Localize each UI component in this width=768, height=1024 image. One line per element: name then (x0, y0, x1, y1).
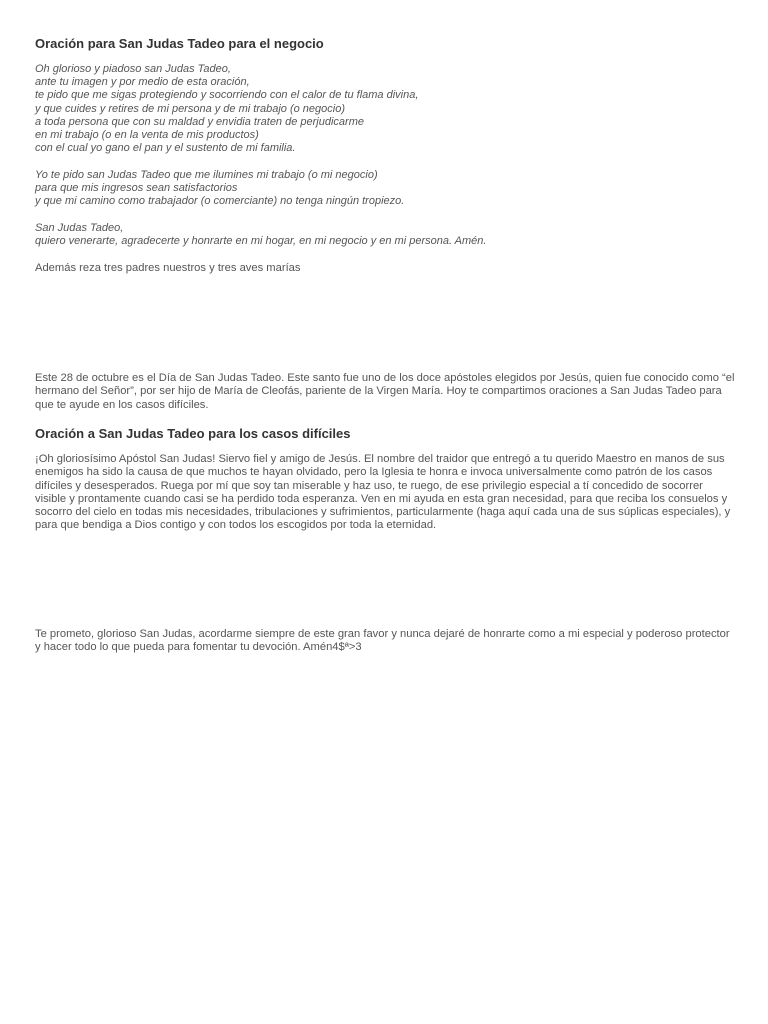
section2-heading: Oración a San Judas Tadeo para los casos difíciles (35, 426, 351, 441)
section2-closing: Te prometo, glorioso San Judas, acordarme siempre de este gran favor y nunca dejaré de honrarte como a mi especial y poderoso protector y hacer todo lo que pueda para fomentar tu devoción. Amén4$ª>3 (35, 628, 730, 654)
stanza1-line: en mi trabajo (o en la venta de mis productos) (35, 129, 259, 142)
stanza1-line: a toda persona que con su maldad y envidia traten de perjudicarme (35, 115, 364, 128)
section1-heading: Oración para San Judas Tadeo para el negocio (35, 36, 324, 51)
stanza1-line: y que cuides y retires de mi persona y de mi trabajo (o negocio) (35, 102, 345, 115)
stanza2-line: Yo te pido san Judas Tadeo que me ilumines mi trabajo (o mi negocio) (35, 169, 378, 181)
prayer-stanza-1 (35, 63, 735, 155)
prayer-note: Además reza tres padres nuestros y tres aves marías (35, 262, 301, 274)
stanza1-line: con el cual yo gano el pan y el sustento de mi familia. (35, 142, 296, 155)
stanza1-line: Oh glorioso y piadoso san Judas Tadeo, (35, 63, 231, 75)
section2-body: ¡Oh gloriosísimo Apóstol San Judas! Siervo fiel y amigo de Jesús. El nombre del traidor que entregó a tu querido Maestro en manos de sus enemigos ha sido la causa de que muchos te hayan olvidado, pero la Iglesia te honra e invoca universalmente como patrón de los casos difíciles y desesperados. Ruega por mí que soy tan miserable y haz uso, te ruego, de ese privilegio especial a tí concedido de socorrer visible y prontamente cuando casi se ha perdido toda esperanza. Ven en mi ayuda en esta gran necesidad, para que reciba los consuelos y socorro del cielo en todas mis necesidades, tribulaciones y sufrimientos, particularmente (haga aquí cada una de sus súplicas especiales), y para que bendiga a Dios contigo y con todos los escogidos por toda la eternidad. (35, 453, 731, 532)
stanza3-line: San Judas Tadeo, (35, 222, 124, 234)
stanza1-line: te pido que me sigas protegiendo y socorriendo con el calor de tu flama divina, (35, 89, 419, 102)
stanza1-line: ante tu imagen y por medio de esta oración, (35, 76, 250, 89)
intro-paragraph: Este 28 de octubre es el Día de San Judas Tadeo. Este santo fue uno de los doce apóstoles elegidos por Jesús, quien fue conocido como “el hermano del Señor”, por ser hijo de María de Cleofás, pariente de la Virgen María. Hoy te compartimos oraciones a San Judas Tadeo para que te ayude en los casos difíciles. (35, 372, 735, 411)
prayer-stanza-3 (35, 222, 735, 248)
stanza2-line: y que mi camino como trabajador (o comerciante) no tenga ningún tropiezo. (35, 195, 405, 208)
stanza3-line: quiero venerarte, agradecerte y honrarte en mi hogar, en mi negocio y en mi persona. Amén. (35, 235, 487, 248)
stanza2-line: para que mis ingresos sean satisfactorios (35, 182, 238, 195)
prayer-stanza-2 (35, 169, 735, 209)
